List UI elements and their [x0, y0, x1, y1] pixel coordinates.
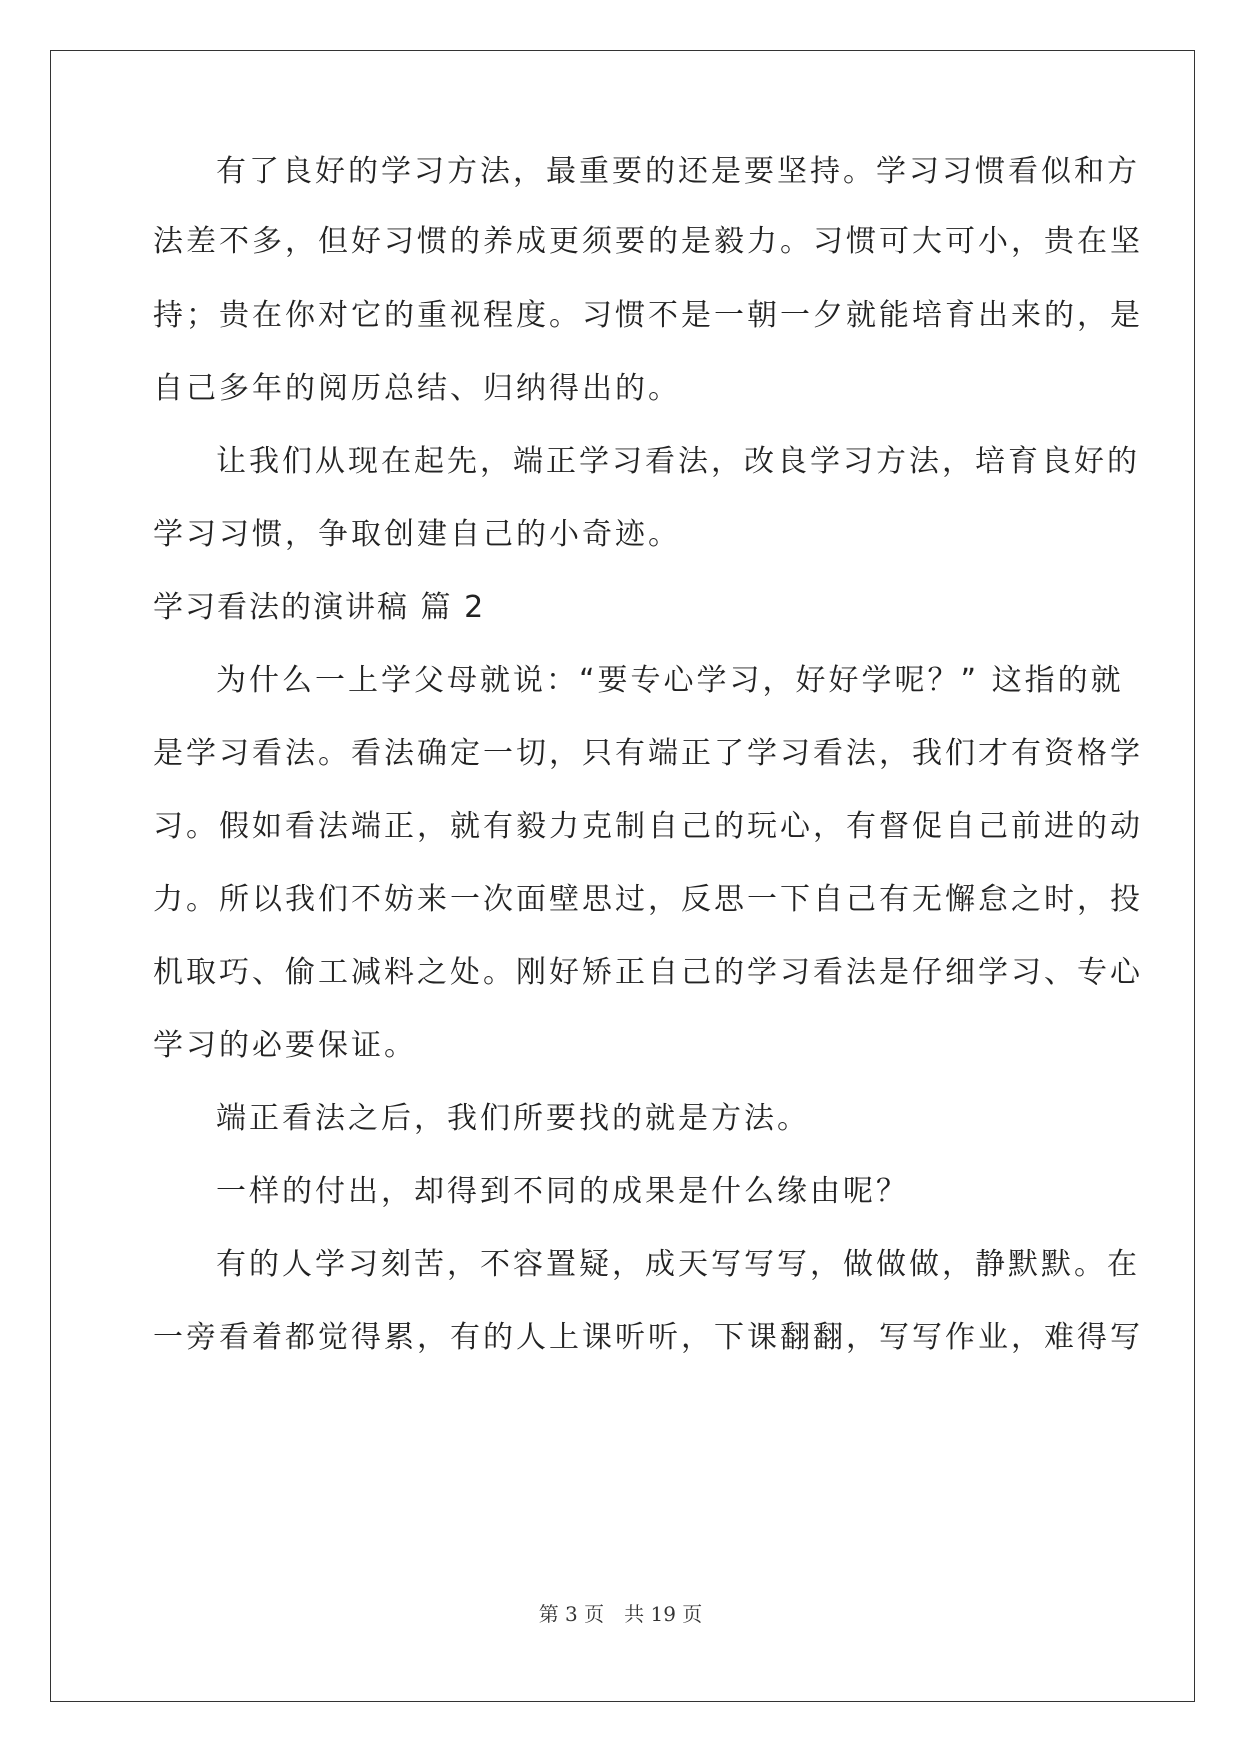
paragraph-line: 一样的付出，却得到不同的成果是什么缘由呢？	[216, 1174, 909, 1209]
paragraph-line: 法差不多，但好习惯的养成更须要的是毅力。习惯可大可小，贵在坚	[153, 224, 1143, 259]
paragraph-line: 持；贵在你对它的重视程度。习惯不是一朝一夕就能培育出来的，是	[153, 298, 1143, 333]
paragraph-line: 端正看法之后，我们所要找的就是方法。	[216, 1101, 810, 1136]
paragraph-line: 有了良好的学习方法，最重要的还是要坚持。学习习惯看似和方	[216, 154, 1140, 189]
paragraph-line: 学习习惯，争取创建自己的小奇迹。	[153, 517, 681, 552]
paragraph-line: 为什么一上学父母就说：“要专心学习，好好学呢？” 这指的就	[216, 663, 1124, 698]
paragraph-line: 是学习看法。看法确定一切，只有端正了学习看法，我们才有资格学	[153, 736, 1143, 771]
paragraph-line: 机取巧、偷工减料之处。刚好矫正自己的学习看法是仔细学习、专心	[153, 955, 1143, 990]
page-number-footer: 第 3 页 共 19 页	[538, 1602, 703, 1626]
paragraph-line: 自己多年的阅历总结、归纳得出的。	[153, 371, 681, 406]
paragraph-line: 有的人学习刻苦，不容置疑，成天写写写，做做做，静默默。在	[216, 1247, 1140, 1282]
paragraph-line: 让我们从现在起先，端正学习看法，改良学习方法，培育良好的	[216, 444, 1140, 479]
paragraph-line: 力。所以我们不妨来一次面壁思过，反思一下自己有无懈怠之时，投	[153, 882, 1143, 917]
paragraph-line: 一旁看着都觉得累，有的人上课听听，下课翻翻，写写作业，难得写	[153, 1320, 1143, 1355]
paragraph-line: 学习的必要保证。	[153, 1028, 417, 1063]
section-heading: 学习看法的演讲稿 篇 2	[153, 590, 486, 625]
paragraph-line: 习。假如看法端正，就有毅力克制自己的玩心，有督促自己前进的动	[153, 809, 1143, 844]
